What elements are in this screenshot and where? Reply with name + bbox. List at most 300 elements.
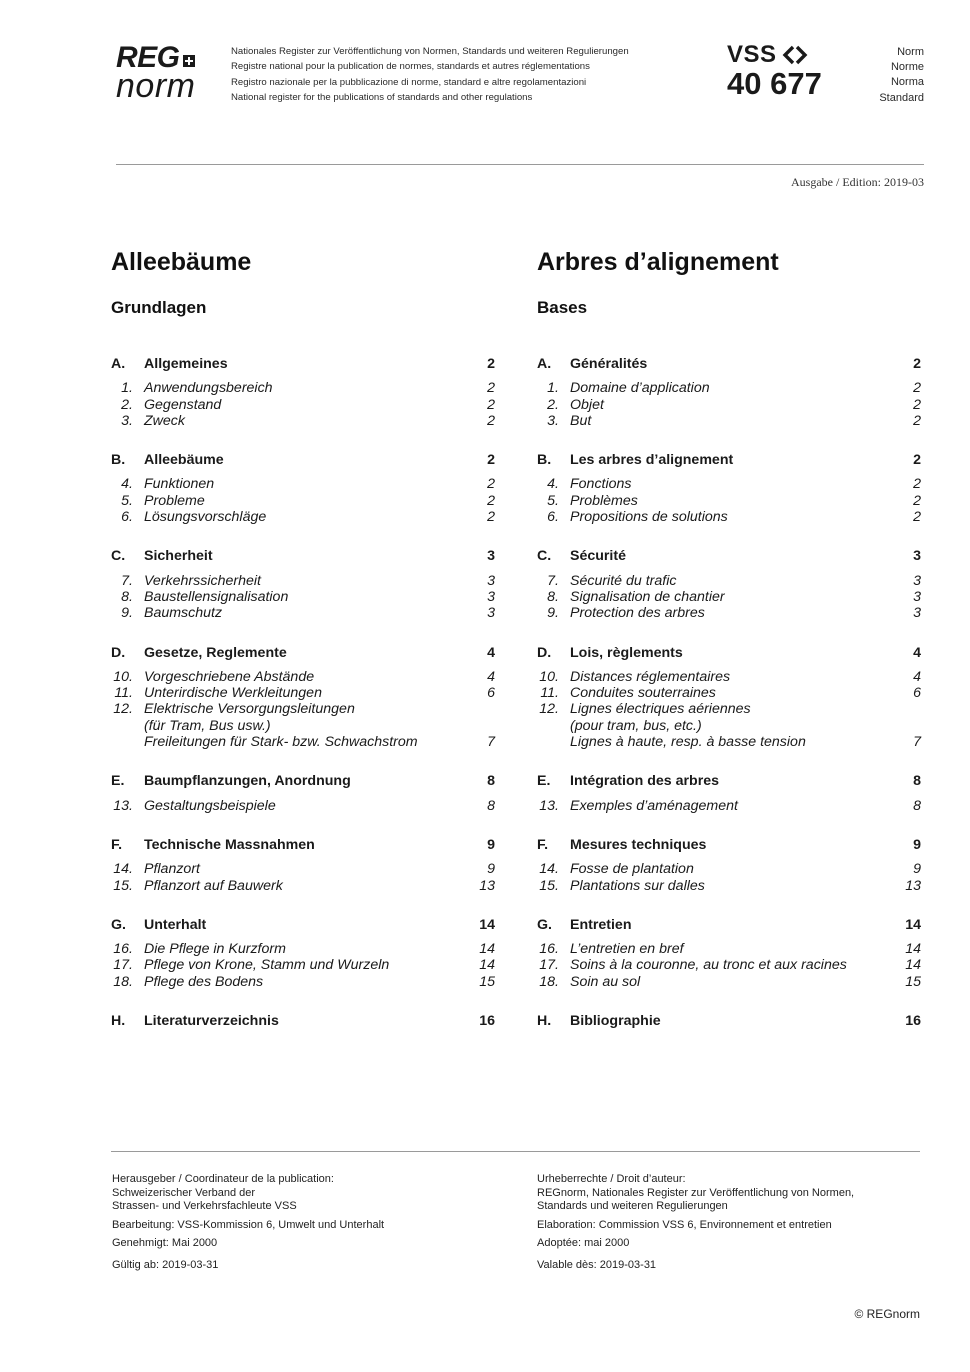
entry-title-line: Pflanzort: [144, 861, 200, 878]
editing-fr: Elaboration: Commission VSS 6, Environnement et entretien: [537, 1218, 832, 1231]
entry-page-number: 4: [913, 668, 921, 685]
entry-page-number: 3: [487, 572, 495, 589]
section-title: Unterhalt: [144, 916, 207, 933]
copyright-holder-line2: Standards und weiteren Regulierungen: [537, 1200, 728, 1212]
toc-section-heading: [537, 548, 921, 564]
entry-number: 1.: [547, 380, 559, 397]
entry-title-line: Lösungsvorschläge: [144, 509, 267, 526]
norm-label-it: Norma: [890, 76, 924, 89]
toc-entry: [111, 380, 495, 396]
entry-page-number: 15: [479, 973, 495, 990]
entry-page-number: 2: [487, 396, 495, 413]
regnorm-logo: [116, 41, 216, 105]
swiss-cross-icon: [183, 55, 195, 67]
entry-title-line: Signalisation de chantier: [570, 588, 725, 605]
entry-number: 3.: [547, 412, 559, 429]
column-french: [537, 247, 921, 1052]
entry-title-line: Protection des arbres: [570, 605, 705, 622]
valid-from-fr: Valable dès: 2019-03-31: [537, 1258, 657, 1271]
toc-entry: [111, 861, 495, 877]
entry-number: 12.: [539, 701, 559, 718]
entry-title: [144, 476, 455, 492]
entry-title-line: Domaine d’application: [570, 380, 710, 397]
valid-from-de: Gültig ab: 2019-03-31: [112, 1258, 219, 1271]
copyright-label: Urheberrechte / Droit d’auteur:: [537, 1173, 686, 1185]
section-title: Sicherheit: [144, 548, 213, 565]
entry-number: 9.: [121, 605, 133, 622]
toc-entry: [537, 861, 921, 877]
entry-number: 15.: [113, 877, 133, 894]
toc-entry: [537, 605, 921, 621]
document-subtitle-de: Grundlagen: [111, 298, 207, 317]
entry-number: 13.: [539, 797, 559, 814]
toc-section-heading: [537, 645, 921, 661]
entry-title: [144, 941, 455, 957]
entry-title: [570, 974, 881, 990]
column-german: [111, 247, 495, 1052]
entry-title-line: Pflanzort auf Bauwerk: [144, 877, 283, 894]
edition-date: Ausgabe / Edition: 2019-03: [791, 175, 924, 189]
register-line-fr: Registre national pour la publication de normes, standards et autres réglementations: [231, 61, 590, 73]
entry-page-number: 9: [487, 861, 495, 878]
toc-section: [537, 837, 921, 894]
entry-title-line: (pour tram, bus, etc.): [570, 717, 702, 734]
toc-entry: [537, 380, 921, 396]
entry-title-line: Conduites souterraines: [570, 685, 716, 702]
entry-title: [144, 573, 455, 589]
entry-number: 2.: [121, 396, 133, 413]
entry-title-line: Sécurité du trafic: [570, 572, 677, 589]
footer-copyright-info: [537, 1173, 937, 1277]
section-page-number: 4: [913, 644, 921, 661]
section-letter: D.: [111, 644, 126, 661]
toc-entry: [537, 878, 921, 894]
section-title: Sécurité: [570, 548, 626, 565]
entry-page-number: 13: [905, 877, 921, 894]
toc-entry: [111, 685, 495, 701]
entry-page-number: 14: [905, 957, 921, 974]
entry-title-line: Freileitungen für Stark- bzw. Schwachstrom: [144, 734, 418, 751]
publisher-name-line2: Strassen- und Verkehrsfachleute VSS: [112, 1200, 297, 1212]
toc-section: [111, 917, 495, 990]
register-description: [231, 44, 629, 105]
toc-section: [537, 773, 921, 814]
entry-number: 6.: [547, 509, 559, 526]
toc-entry: [111, 798, 495, 814]
register-line-it: Registro nazionale per la pubblicazione di norme, standard e altre regolamentazioni: [231, 76, 587, 88]
toc-section: [537, 645, 921, 751]
footer-publisher-info: [112, 1173, 512, 1277]
toc-section-heading: [111, 452, 495, 468]
entry-page-number: 14: [479, 957, 495, 974]
entry-number: 15.: [539, 877, 559, 894]
entry-page-number: 8: [913, 797, 921, 814]
section-page-number: 16: [905, 1013, 921, 1030]
toc-entry: [111, 493, 495, 509]
publisher-label: Herausgeber / Coordinateur de la publication:: [112, 1173, 334, 1185]
entry-title-line: Funktionen: [144, 476, 215, 493]
entry-page-number: 2: [913, 412, 921, 429]
section-letter: D.: [537, 644, 552, 661]
entry-title: [144, 861, 455, 877]
entry-title-line: Plantations sur dalles: [570, 877, 705, 894]
entry-number: 3.: [121, 412, 133, 429]
entry-page-number: 2: [913, 380, 921, 397]
entry-title: [570, 669, 881, 685]
toc-entry: [537, 509, 921, 525]
section-page-number: 2: [487, 356, 495, 372]
toc-section: [537, 917, 921, 990]
entry-title: [570, 397, 881, 413]
section-page-number: 4: [487, 644, 495, 661]
norm-label-de: Norm: [897, 46, 924, 58]
register-line-de: Nationales Register zur Veröffentlichung von Normen, Standards und weiteren Regulierungen: [231, 46, 629, 57]
section-letter: B.: [111, 452, 126, 469]
entry-title-line: Problèmes: [570, 492, 638, 509]
toc-section-heading: [537, 837, 921, 853]
toc-section-heading: [111, 773, 495, 789]
entry-number: 13.: [113, 797, 133, 814]
entry-number: 7.: [121, 572, 133, 589]
entry-title: [144, 509, 455, 525]
entry-title-line: Lignes électriques aériennes: [570, 701, 751, 718]
toc-entry: [111, 669, 495, 685]
entry-title-line: Objet: [570, 396, 604, 413]
entry-title: [570, 589, 881, 605]
entry-number: 16.: [113, 941, 133, 958]
entry-number: 9.: [547, 605, 559, 622]
toc-entry: [111, 974, 495, 990]
section-letter: G.: [537, 916, 552, 933]
entry-page-number: 2: [913, 476, 921, 493]
copyright-holder-line1: REGnorm, Nationales Register zur Veröffentlichung von Normen,: [537, 1186, 855, 1199]
toc-section-heading: [111, 548, 495, 564]
toc-section-heading: [111, 917, 495, 933]
document-subtitle-fr: Bases: [537, 298, 588, 317]
section-page-number: 8: [913, 773, 921, 790]
section-title: Mesures techniques: [570, 836, 707, 853]
toc-section-heading: [111, 1013, 495, 1029]
section-page-number: 8: [487, 773, 495, 790]
entry-page-number: 3: [913, 588, 921, 605]
entry-title-line: Vorgeschriebene Abstände: [144, 668, 315, 685]
toc-entry: [111, 573, 495, 589]
entry-title-line: Gestaltungsbeispiele: [144, 797, 276, 814]
toc-section-heading: [111, 837, 495, 853]
section-letter: F.: [537, 836, 549, 853]
section-title: Baumpflanzungen, Anordnung: [144, 773, 351, 790]
entry-title: [570, 413, 881, 429]
entry-title: [144, 701, 455, 750]
entry-page-number: 13: [479, 877, 495, 894]
toc-entry: [111, 605, 495, 621]
entry-number: 10.: [539, 668, 559, 685]
entry-page-number: 2: [487, 492, 495, 509]
entry-title-line: Soins à la couronne, au tronc et aux racines: [570, 957, 847, 974]
toc-entry: [537, 476, 921, 492]
entry-title-line: (für Tram, Bus usw.): [144, 717, 271, 734]
vss-badge: [727, 42, 822, 99]
entry-title: [570, 701, 881, 750]
entry-number: 7.: [547, 572, 559, 589]
norm-label-en: Standard: [879, 91, 924, 104]
section-title: Lois, règlements: [570, 644, 683, 661]
section-page-number: 16: [479, 1013, 495, 1030]
header-divider: [116, 164, 924, 165]
section-title: Allgemeines: [144, 356, 228, 372]
entry-title: [570, 941, 881, 957]
entry-page-number: 3: [913, 572, 921, 589]
entry-title: [144, 397, 455, 413]
toc-section: [111, 773, 495, 814]
entry-title-line: Exemples d’aménagement: [570, 797, 738, 814]
entry-title: [570, 605, 881, 621]
register-line-en: National register for the publications of standards and other regulations: [231, 91, 533, 103]
section-page-number: 3: [487, 548, 495, 565]
entry-page-number: 2: [913, 396, 921, 413]
entry-title: [144, 878, 455, 894]
standard-number: 40 677: [727, 66, 822, 101]
toc-entry: [111, 413, 495, 429]
toc-section: [111, 837, 495, 894]
entry-title: [570, 957, 881, 973]
entry-page-number: 14: [479, 941, 495, 958]
entry-page-number: 4: [487, 668, 495, 685]
entry-number: 11.: [540, 685, 559, 702]
section-letter: A.: [111, 356, 126, 372]
entry-title-line: Verkehrssicherheit: [144, 572, 261, 589]
section-letter: G.: [111, 916, 126, 933]
section-title: Bibliographie: [570, 1013, 661, 1030]
toc-entry: [537, 589, 921, 605]
section-letter: C.: [111, 548, 126, 565]
entry-number: 4.: [547, 476, 559, 493]
section-title: Les arbres d’alignement: [570, 452, 734, 469]
toc-section-heading: [537, 452, 921, 468]
toc-entry: [537, 413, 921, 429]
toc-section: [537, 356, 921, 429]
entry-page-number: 2: [487, 509, 495, 526]
entry-page-number: 3: [487, 605, 495, 622]
entry-title: [144, 669, 455, 685]
toc-section-heading: [111, 645, 495, 661]
entry-title: [144, 957, 455, 973]
entry-title: [144, 605, 455, 621]
entry-number: 14.: [113, 861, 133, 878]
entry-number: 14.: [539, 861, 559, 878]
entry-page-number: 2: [913, 509, 921, 526]
toc-entry: [111, 509, 495, 525]
entry-title-line: L’entretien en bref: [570, 941, 684, 958]
toc-section: [537, 1013, 921, 1029]
toc-entry: [537, 957, 921, 973]
entry-number: 8.: [547, 588, 559, 605]
entry-title: [570, 685, 881, 701]
footer-divider: [111, 1151, 920, 1152]
entry-number: 16.: [539, 941, 559, 958]
toc-section-heading: [537, 1013, 921, 1029]
vss-arrows-icon: [780, 44, 810, 66]
entry-title: [570, 476, 881, 492]
toc-entry: [537, 941, 921, 957]
entry-title: [570, 878, 881, 894]
section-letter: E.: [111, 773, 125, 790]
toc-entry: [537, 493, 921, 509]
section-page-number: 3: [913, 548, 921, 565]
entry-page-number: 14: [905, 941, 921, 958]
entry-title-line: Gegenstand: [144, 396, 222, 413]
toc-entry: [111, 476, 495, 492]
entry-title: [570, 509, 881, 525]
section-letter: C.: [537, 548, 552, 565]
entry-page-number: 9: [913, 861, 921, 878]
entry-page-number: 2: [487, 476, 495, 493]
section-title: Généralités: [570, 356, 648, 372]
entry-title-line: Baustellensignalisation: [144, 588, 289, 605]
entry-title-line: Pflege des Bodens: [144, 973, 264, 990]
section-title: Alleebäume: [144, 452, 224, 469]
section-letter: F.: [111, 836, 123, 853]
entry-number: 18.: [539, 973, 559, 990]
section-page-number: 2: [487, 452, 495, 469]
section-page-number: 14: [479, 916, 495, 933]
entry-title: [144, 798, 455, 814]
entry-title: [570, 380, 881, 396]
section-page-number: 2: [913, 356, 921, 372]
entry-title: [144, 380, 455, 396]
toc-section-heading: [537, 356, 921, 372]
entry-title: [144, 974, 455, 990]
entry-title: [570, 861, 881, 877]
entry-title-line: Probleme: [144, 492, 205, 509]
toc-section-heading: [111, 356, 495, 372]
entry-title: [570, 493, 881, 509]
entry-number: 18.: [113, 973, 133, 990]
toc-section: [111, 356, 495, 429]
toc-entry: [111, 957, 495, 973]
approved-de: Genehmigt: Mai 2000: [112, 1237, 218, 1249]
toc-entry: [111, 589, 495, 605]
entry-number: 5.: [121, 492, 133, 509]
publisher-name-line1: Schweizerischer Verband der: [112, 1186, 256, 1199]
norm-language-labels: [879, 45, 924, 106]
approved-fr: Adoptée: mai 2000: [537, 1237, 630, 1249]
entry-number: 8.: [121, 588, 133, 605]
entry-number: 6.: [121, 509, 133, 526]
entry-title-line: Elektrische Versorgungsleitungen: [144, 701, 355, 718]
entry-title-line: Soin au sol: [570, 973, 641, 990]
norm-label-fr: Norme: [890, 61, 924, 74]
toc-section: [537, 452, 921, 525]
section-letter: B.: [537, 452, 552, 469]
entry-title: [570, 798, 881, 814]
entry-title-line: Zweck: [144, 412, 185, 429]
entry-page-number: 2: [487, 380, 495, 397]
entry-title: [144, 413, 455, 429]
entry-page-number: 6: [487, 685, 495, 702]
section-letter: E.: [537, 773, 551, 790]
section-page-number: 9: [913, 836, 921, 853]
section-title: Literaturverzeichnis: [144, 1013, 279, 1030]
entry-page-number: 8: [487, 797, 495, 814]
section-title: Technische Massnahmen: [144, 836, 315, 853]
section-letter: H.: [537, 1013, 552, 1030]
section-page-number: 2: [913, 452, 921, 469]
section-letter: H.: [111, 1013, 126, 1030]
toc-entry: [111, 878, 495, 894]
toc-entry: [537, 798, 921, 814]
entry-number: 10.: [113, 668, 133, 685]
entry-title-line: Pflege von Krone, Stamm und Wurzeln: [144, 957, 390, 974]
entry-page-number: 6: [913, 685, 921, 702]
section-title: Entretien: [570, 916, 632, 933]
entry-title-line: Fosse de plantation: [570, 861, 694, 878]
toc-section: [111, 452, 495, 525]
toc-entry: [537, 974, 921, 990]
entry-title: [144, 493, 455, 509]
entry-page-number: 15: [905, 973, 921, 990]
entry-page-number: 2: [487, 412, 495, 429]
toc-entry: [537, 669, 921, 685]
entry-title: [144, 589, 455, 605]
document-title-fr: Arbres d’alignement: [537, 248, 779, 276]
entry-number: 11.: [114, 685, 133, 702]
toc-section: [537, 548, 921, 621]
toc-section: [111, 645, 495, 751]
toc-entry: [111, 701, 495, 750]
toc-section: [111, 1013, 495, 1029]
entry-title-line: Propositions de solutions: [570, 509, 728, 526]
entry-title-line: But: [570, 412, 592, 429]
entry-title-line: Distances réglementaires: [570, 668, 731, 685]
entry-number: 17.: [113, 957, 133, 974]
entry-page-number: 3: [487, 588, 495, 605]
editing-de: Bearbeitung: VSS-Kommission 6, Umwelt und Unterhalt: [112, 1218, 385, 1231]
entry-page-number: 2: [913, 492, 921, 509]
toc-entry: [111, 397, 495, 413]
entry-title: [144, 685, 455, 701]
vss-word: VSS: [727, 41, 777, 68]
toc-section-heading: [537, 917, 921, 933]
entry-page-number: 7: [487, 734, 495, 751]
entry-title-line: Anwendungsbereich: [144, 380, 273, 397]
entry-title: [570, 573, 881, 589]
section-page-number: 9: [487, 836, 495, 853]
toc-entry: [537, 397, 921, 413]
toc-entry: [537, 701, 921, 750]
entry-number: 5.: [547, 492, 559, 509]
toc-entry: [111, 941, 495, 957]
entry-title-line: Lignes à haute, resp. à basse tension: [570, 734, 806, 751]
entry-title-line: Baumschutz: [144, 605, 223, 622]
section-title: Intégration des arbres: [570, 773, 720, 790]
logo-reg-text: REG: [116, 41, 180, 74]
section-page-number: 14: [905, 916, 921, 933]
section-title: Gesetze, Reglemente: [144, 644, 287, 661]
entry-title-line: Die Pflege in Kurzform: [144, 941, 286, 958]
table-of-contents-de: [111, 356, 495, 1029]
section-letter: A.: [537, 356, 552, 372]
entry-number: 2.: [547, 396, 559, 413]
document-title-de: Alleebäume: [111, 248, 252, 276]
table-of-contents-fr: [537, 356, 921, 1029]
entry-title-line: Fonctions: [570, 476, 632, 493]
entry-title-line: Unterirdische Werkleitungen: [144, 685, 322, 702]
entry-number: 4.: [121, 476, 133, 493]
entry-number: 1.: [121, 380, 133, 397]
toc-section-heading: [537, 773, 921, 789]
entry-number: 17.: [539, 957, 559, 974]
